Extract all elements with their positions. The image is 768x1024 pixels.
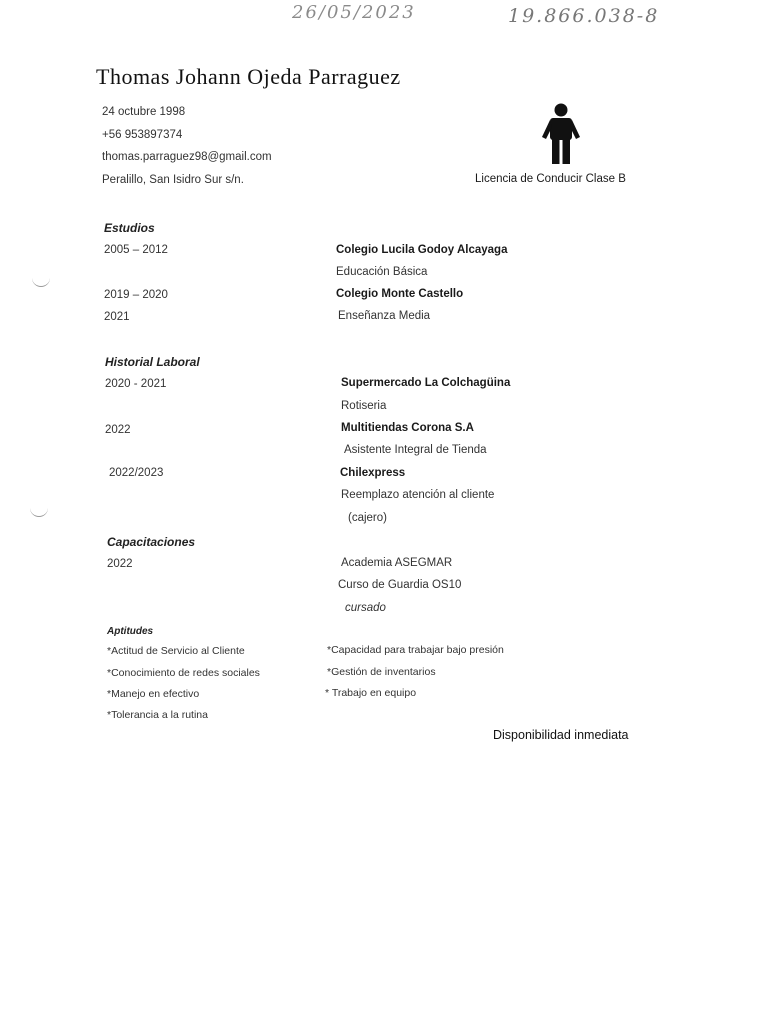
phone: +56 953897374 [102,129,183,141]
historial-role-3b: (cajero) [348,512,387,524]
estudios-year-3: 2021 [104,311,130,323]
email: thomas.parraguez98@gmail.com [102,151,272,163]
historial-role-2: Asistente Integral de Tienda [344,444,487,456]
historial-year-1: 2020 - 2021 [105,378,167,390]
estudios-school-2: Colegio Monte Castello [336,288,464,300]
section-title-aptitudes: Aptitudes [107,626,154,637]
capacitacion-status: cursado [345,602,386,614]
aptitude-right-2: *Gestión de inventarios [327,666,436,678]
section-title-historial: Historial Laboral [105,355,200,369]
historial-role-3a: Reemplazo atención al cliente [341,489,495,501]
capacitacion-institution: Academia ASEGMAR [341,557,453,569]
historial-year-3: 2022/2023 [109,467,164,479]
driver-license: Licencia de Conducir Clase B [475,173,626,185]
estudios-level-1: Educación Básica [336,266,428,278]
estudios-year-1: 2005 – 2012 [104,244,168,256]
punch-hole-mark-bottom [30,506,48,517]
availability: Disponibilidad inmediata [493,728,629,742]
handwritten-id-number: 19.866.038-8 [508,5,660,27]
person-icon [540,103,582,165]
historial-employer-3: Chilexpress [340,467,406,479]
section-title-estudios: Estudios [104,221,155,235]
historial-year-2: 2022 [105,424,131,436]
section-title-capacitaciones: Capacitaciones [107,535,196,549]
historial-employer-1: Supermercado La Colchagüina [341,377,511,389]
capacitacion-year: 2022 [107,558,133,570]
estudios-school-1: Colegio Lucila Godoy Alcayaga [336,244,508,256]
address: Peralillo, San Isidro Sur s/n. [102,174,244,186]
aptitude-right-3: * Trabajo en equipo [325,687,417,699]
estudios-year-2: 2019 – 2020 [104,289,168,301]
capacitacion-course: Curso de Guardia OS10 [338,579,462,591]
punch-hole-mark-top [32,276,50,287]
historial-role-1: Rotiseria [341,400,387,412]
handwritten-date: 26/05/2023 [292,2,416,23]
applicant-name: Thomas Johann Ojeda Parraguez [96,64,401,89]
aptitude-right-1: *Capacidad para trabajar bajo presión [327,644,504,656]
birthdate: 24 octubre 1998 [102,106,186,118]
aptitude-left-3: *Manejo en efectivo [107,688,200,700]
aptitude-left-4: *Tolerancia a la rutina [107,709,208,721]
estudios-level-2: Enseñanza Media [338,310,431,322]
aptitude-left-2: *Conocimiento de redes sociales [107,667,260,679]
historial-employer-2: Multitiendas Corona S.A [341,422,474,434]
aptitude-left-1: *Actitud de Servicio al Cliente [107,645,245,657]
